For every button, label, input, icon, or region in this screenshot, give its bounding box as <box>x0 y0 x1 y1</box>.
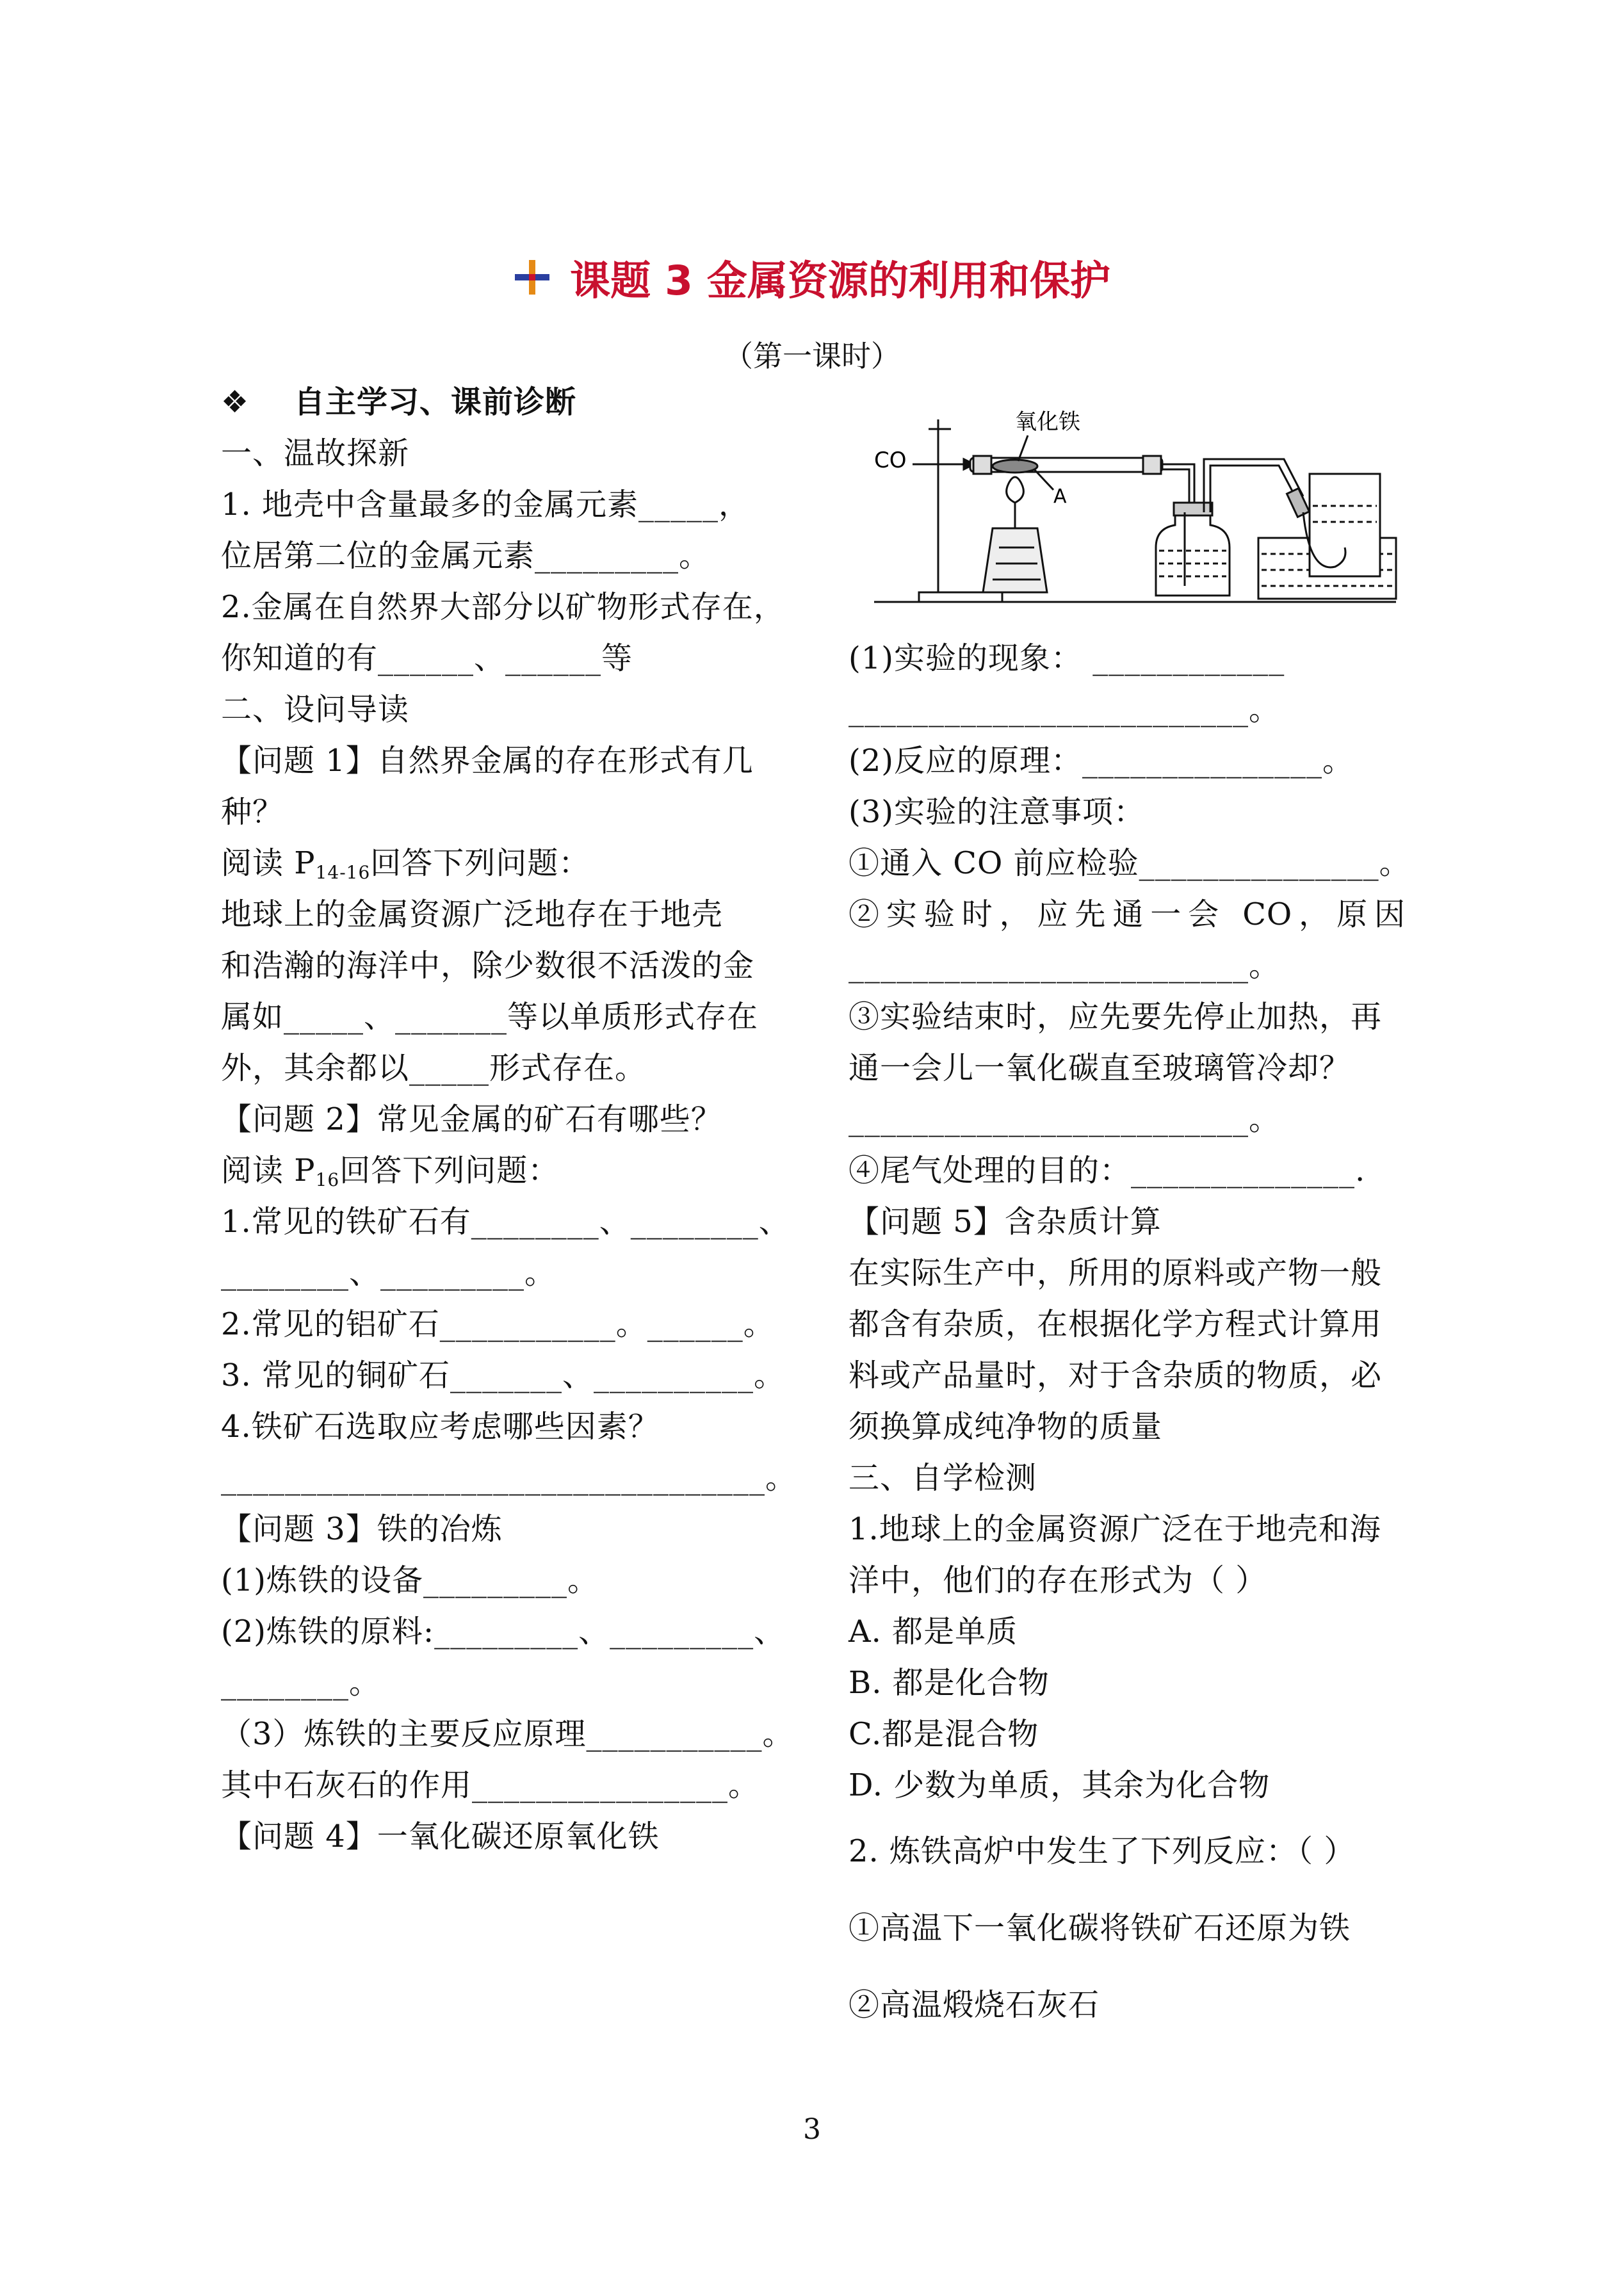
text-1-line-2: 和浩瀚的海洋中，除少数很不活泼的金 <box>221 948 755 984</box>
section-3-heading: 三、自学检测 <box>849 1460 1037 1496</box>
problem-1-line-2: 种？ <box>221 794 284 830</box>
experiment-phenomenon-answer: _________________________。 <box>849 692 1281 727</box>
text-1-line-1: 地球上的金属资源广泛地存在于地壳 <box>221 896 724 932</box>
ore-2: 2.常见的铝矿石___________。______。 <box>221 1306 775 1342</box>
test-2: 2. 炼铁高炉中发生了下列反应：（ ） <box>849 1833 1356 1869</box>
ore-3: 3. 常见的铜矿石_______、__________。 <box>221 1358 786 1393</box>
reading-instruction-1 <box>221 840 590 896</box>
reading-1-prefix: 阅读 P <box>221 845 316 881</box>
reading-instruction-2 <box>221 1148 559 1203</box>
text-1-line-3: 属如_____、_______等以单质形式存在 <box>221 999 759 1035</box>
problem-5: 【问题 5】含杂质计算 <box>849 1204 1162 1240</box>
precautions-heading: (3)实验的注意事项： <box>849 794 1145 830</box>
precaution-3-line-2: 通一会儿一氧化碳直至玻璃管冷却？ <box>849 1050 1351 1086</box>
precaution-4: ④尾气处理的目的：______________. <box>849 1153 1366 1188</box>
precaution-3-line-1: ③实验结束时，应先要先停止加热，再 <box>849 999 1383 1035</box>
reading-1-pages: 14-16 <box>315 862 371 883</box>
reaction-principle: (2)反应的原理：_______________。 <box>849 743 1354 779</box>
problem-3: 【问题 3】铁的冶炼 <box>221 1511 503 1547</box>
reading-2-suffix: 回答下列问题： <box>339 1153 560 1188</box>
iron-smelting-2-line-1: (2)炼铁的原料:_________、_________、 <box>221 1614 786 1650</box>
iron-smelting-3: （3）炼铁的主要反应原理___________。 <box>221 1716 794 1752</box>
question-1-line-2: 位居第二位的金属元素_________。 <box>221 538 711 574</box>
section-1-heading: 一、温故探新 <box>221 435 410 471</box>
section-2-heading: 二、设问导读 <box>221 692 410 727</box>
iron-smelting-2-line-2: ________。 <box>221 1665 381 1701</box>
label-co: CO <box>874 448 907 473</box>
title-row <box>0 248 1624 306</box>
ore-4-answer: __________________________________。 <box>221 1460 797 1496</box>
iron-smelting-4: 其中石灰石的作用________________。 <box>221 1767 760 1803</box>
bullet-cross-icon <box>514 259 551 296</box>
option-d: D. 少数为单质，其余为化合物 <box>849 1767 1271 1803</box>
problem-1-line-1: 【问题 1】自然界金属的存在形式有几 <box>221 743 754 779</box>
iron-smelting-1: (1)炼铁的设备_________。 <box>221 1562 599 1598</box>
precaution-3-answer: _________________________。 <box>849 1101 1281 1137</box>
label-a: A <box>1053 485 1067 508</box>
reading-2-pages: 16 <box>315 1169 340 1190</box>
test-2-item-2: ②高温煅烧石灰石 <box>849 1987 1100 2023</box>
impurity-text-3: 料或产品量时，对于含杂质的物质，必 <box>849 1358 1383 1393</box>
precaution-1: ①通入 CO 前应检验_______________。 <box>849 845 1411 881</box>
impurity-text-4: 须换算成纯净物的质量 <box>849 1409 1163 1445</box>
page-title: 课题 3 金属资源的利用和保护 <box>570 257 1110 304</box>
reading-1-suffix: 回答下列问题： <box>370 845 590 881</box>
test-1-line-1: 1.地球上的金属资源广泛在于地壳和海 <box>849 1511 1381 1547</box>
option-b: B. 都是化合物 <box>849 1665 1050 1701</box>
ore-4: 4.铁矿石选取应考虑哪些因素？ <box>221 1409 660 1445</box>
section-heading-text: 自主学习、课前诊断 <box>294 384 577 420</box>
reading-2-prefix: 阅读 P <box>221 1153 316 1188</box>
impurity-text-2: 都含有杂质，在根据化学方程式计算用 <box>849 1306 1383 1342</box>
question-2-line-1: 2.金属在自然界大部分以矿物形式存在， <box>221 589 785 625</box>
diamond-bullet-icon: ❖ <box>221 384 250 420</box>
precaution-2-answer: _________________________。 <box>849 948 1281 984</box>
problem-2: 【问题 2】常见金属的矿石有哪些？ <box>221 1101 722 1137</box>
option-a: A. 都是单质 <box>849 1614 1018 1650</box>
option-c: C.都是混合物 <box>849 1716 1039 1752</box>
ore-1-line-1: 1.常见的铁矿石有________、________、 <box>221 1204 790 1240</box>
test-2-item-1: ①高温下一氧化碳将铁矿石还原为铁 <box>849 1910 1351 1946</box>
question-1-line-1: 1. 地壳中含量最多的金属元素_____， <box>221 487 751 523</box>
impurity-text-1: 在实际生产中，所用的原料或产物一般 <box>849 1255 1383 1291</box>
problem-4: 【问题 4】一氧化碳还原氧化铁 <box>221 1819 660 1854</box>
ore-1-line-2: ________、_________。 <box>221 1255 556 1291</box>
test-1-line-2: 洋中，他们的存在形式为（ ） <box>849 1562 1267 1598</box>
question-2-line-2: 你知道的有______、______等 <box>221 640 633 676</box>
precaution-2: ②实验时，应先通一会 CO，原因 <box>849 896 1406 932</box>
experiment-phenomenon: (1)实验的现象： ____________ <box>849 640 1285 676</box>
page-number: 3 <box>803 2113 821 2146</box>
label-iron-oxide: 氧化铁 <box>1015 409 1080 435</box>
co-reduction-apparatus-figure <box>861 400 1406 615</box>
text-1-line-4: 外，其余都以_____形式存在。 <box>221 1050 647 1086</box>
page-subtitle: （第一课时） <box>724 339 900 373</box>
section-heading <box>221 379 576 425</box>
